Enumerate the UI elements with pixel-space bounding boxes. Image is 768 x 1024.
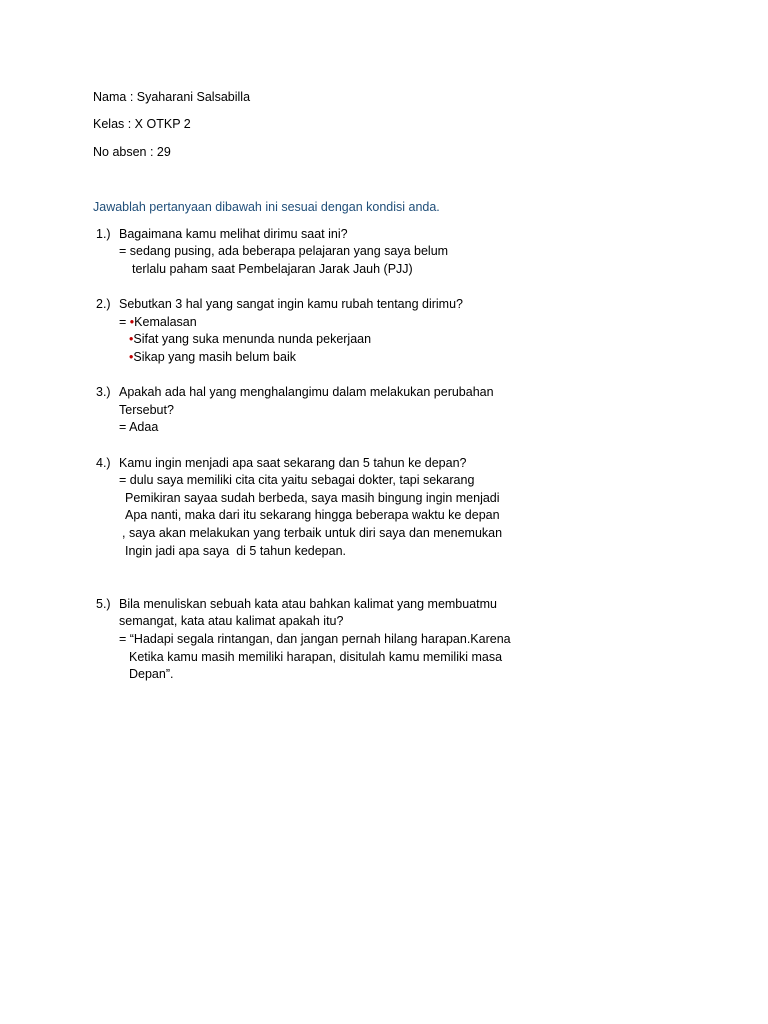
question-text: Bila menuliskan sebuah kata atau bahkan kalimat yang membuatmu	[119, 597, 497, 611]
question-number: 1.)	[96, 227, 111, 241]
question-number: 4.)	[96, 456, 111, 470]
student-class: Kelas : X OTKP 2	[93, 117, 191, 131]
question-text: Kamu ingin menjadi apa saat sekarang dan 5 tahun ke depan?	[119, 456, 467, 470]
bullet-text: Kemalasan	[134, 315, 197, 329]
question-number: 3.)	[96, 385, 111, 399]
answer-bullet-item	[129, 331, 371, 347]
bullet-text: Sifat yang suka menunda nunda pekerjaan	[133, 332, 372, 346]
answer-bullet-item	[129, 349, 296, 365]
question-number: 2.)	[96, 297, 111, 311]
question-text: Bagaimana kamu melihat dirimu saat ini?	[119, 227, 348, 241]
answer-text: Depan”.	[129, 667, 174, 681]
question-text: Tersebut?	[119, 403, 174, 417]
answer-text: Pemikiran sayaa sudah berbeda, saya masih bingung ingin menjadi	[125, 491, 500, 505]
answer-bullet-item	[119, 314, 197, 330]
answer-prefix: =	[119, 315, 130, 329]
answer-text: , saya akan melakukan yang terbaik untuk diri saya dan menemukan	[122, 526, 503, 540]
instruction-text: Jawablah pertanyaan dibawah ini sesuai dengan kondisi anda.	[93, 200, 440, 214]
student-number: No absen : 29	[93, 145, 171, 159]
question-text: semangat, kata atau kalimat apakah itu?	[119, 614, 344, 628]
answer-text: = dulu saya memiliki cita cita yaitu sebagai dokter, tapi sekarang	[119, 473, 475, 487]
answer-text: = sedang pusing, ada beberapa pelajaran yang saya belum	[119, 244, 449, 258]
answer-text: Ingin jadi apa saya di 5 tahun kedepan.	[125, 544, 347, 558]
question-text: Apakah ada hal yang menghalangimu dalam melakukan perubahan	[119, 385, 494, 399]
bullet-icon: •	[129, 332, 134, 346]
bullet-text: Sikap yang masih belum baik	[133, 350, 296, 364]
student-name: Nama : Syaharani Salsabilla	[93, 90, 251, 104]
question-number: 5.)	[96, 597, 111, 611]
bullet-icon: •	[129, 350, 134, 364]
bullet-icon: •	[129, 315, 135, 329]
answer-text: = Adaa	[119, 420, 159, 434]
answer-text: = “Hadapi segala rintangan, dan jangan pernah hilang harapan.Karena	[119, 632, 511, 646]
question-text: Sebutkan 3 hal yang sangat ingin kamu rubah tentang dirimu?	[119, 297, 463, 311]
answer-text: Apa nanti, maka dari itu sekarang hingga beberapa waktu ke depan	[125, 508, 500, 522]
answer-text: terlalu paham saat Pembelajaran Jarak Jauh (PJJ)	[132, 262, 413, 276]
answer-text: Ketika kamu masih memiliki harapan, disitulah kamu memiliki masa	[129, 650, 503, 664]
